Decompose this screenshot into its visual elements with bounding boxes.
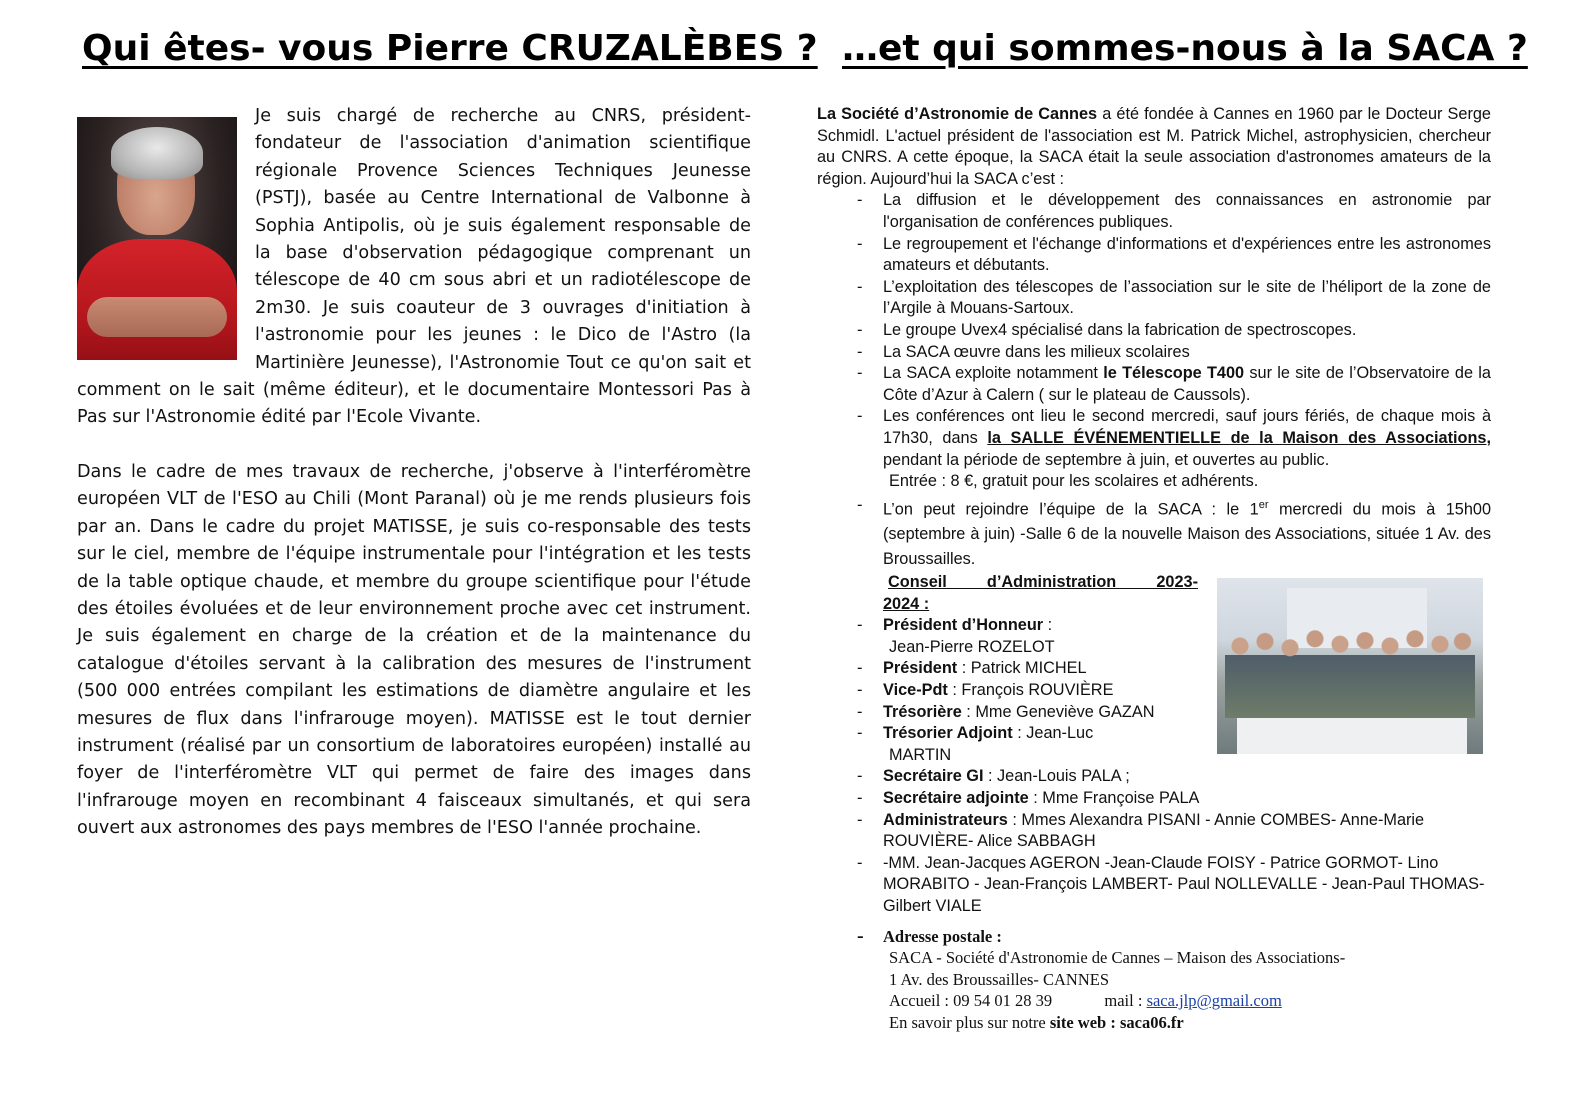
board-list xyxy=(817,615,1491,917)
list-item: - Trésorière : Mme Geneviève GAZAN xyxy=(817,702,1491,724)
postal-line-1: SACA - Société d'Astronomie de Cannes – Maison des Associations- xyxy=(889,948,1346,968)
biography-column xyxy=(77,103,751,843)
list-item: - L’exploitation des télescopes de l’association sur le site de l’héliport de la zone de l’Argile à Mouans-Sartoux. xyxy=(817,277,1491,320)
list-item: - La SACA exploite notamment le Télescope T400 sur le site de l’Observatoire de la Côte d’Azur à Calern ( sur le plateau de Caussols). xyxy=(817,363,1491,406)
list-item: - Le regroupement et l'échange d'informations et d'expériences entre les astronomes amateurs et débutants. xyxy=(817,234,1491,277)
website: site web : saca06.fr xyxy=(1049,1012,1184,1032)
list-item: - Président : Patrick MICHEL xyxy=(817,658,1491,680)
board-heading-year: 2024 : xyxy=(883,594,930,613)
phone-number: Accueil : 09 54 01 28 39 xyxy=(889,991,1053,1011)
biography-paragraph-1: Je suis chargé de recherche au CNRS, président-fondateur de l'association d'animation scientifique régionale Provence Sciences Techniques Jeunesse (PSTJ), basée au Centre International de Valbonne à Sophia Antipolis, où je suis également responsable de la base d'observation pédagogique comprenant un télescope de 40 cm sous abri et un radiotélescope de 2m30. Je suis coauteur de 3 ouvrages d'initiation à l'astronomie pour les jeunes : le Dico de l'Astro (la Martinière Jeunesse), l'Astronomie Tout ce qu'on sait et comment on le sait (même éditeur), et le documentaire Montessori Pas à Pas sur l'Astronomie édité par l'Ecole Vivante. xyxy=(77,106,751,428)
list-item: - Secrétaire GI : Jean-Louis PALA ; xyxy=(817,766,1491,788)
activities-list xyxy=(817,190,1491,572)
website-line: En savoir plus sur notre site web : saca06.fr xyxy=(889,1012,1184,1032)
list-item: - Administrateurs : Mmes Alexandra PISANI - Annie COMBES- Anne-Marie ROUVIÈRE- Alice SABBAGH xyxy=(817,810,1468,853)
biography-paragraph-2: Dans le cadre de mes travaux de recherche, j'observe à l'interféromètre européen VLT de l'ESO au Chili (Mont Paranal) où je me rends plusieurs fois par an. Dans le cadre du projet MATISSE, je suis co-responsable des tests sur le ciel, membre de l'équipe instrumentale pour l'intégration et les tests de la table optique chaude, et membre du groupe scientifique pour l'étude des étoiles évoluées et de leur environnement proche avec cet instrument. Je suis également en charge de la création et de la maintenance du catalogue d'étoiles servant à la calibration des mesures de l'instrument (500 000 entrées compilant les estimations de diamètre angulaire et les mesures de flux dans l'infrarouge moyen). MATISSE est le tout dernier instrument (réalisé par un consortium de laboratoires européen) installé au foyer de l'interféromètre VLT qui permet de faire des images dans l'infrarouge moyen en recombinant 4 faisceaux simultanés, et qui sera ouvert aux astronomes des pays membres de l'ESO l'année prochaine. xyxy=(77,461,751,839)
postal-heading: Adresse postale : xyxy=(883,926,1002,946)
list-item: - Vice-Pdt : François ROUVIÈRE xyxy=(817,680,1491,702)
list-item: - Président d’Honneur : Jean-Pierre ROZELOT xyxy=(817,615,1491,658)
postal-address: - Adresse postale : SACA - Société d'Astronomie de Cannes – Maison des Associations- 1 Av. des Broussailles- CANNES Accueil : 09 54 01 28 39 mail : saca.jlp@gmail.com En savoir plus sur notre site web : saca06.fr xyxy=(817,926,1491,1034)
list-item: - La SACA œuvre dans les milieux scolaires xyxy=(817,342,1491,364)
list-item: - Trésorier Adjoint : Jean-Luc MARTIN xyxy=(817,723,1491,766)
postal-line-2: 1 Av. des Broussailles- CANNES xyxy=(889,969,1109,989)
association-column xyxy=(817,104,1491,1033)
list-item: - Les conférences ont lieu le second mercredi, sauf jours fériés, de chaque mois à 17h30, dans la SALLE ÉVÉNEMENTIELLE de la Maison des Associations, pendant la période de septembre à juin, et ouvertes au public. Entrée : 8 €, gratuit pour les scolaires et adhérents. xyxy=(817,406,1491,492)
association-intro: La Société d’Astronomie de Cannes a été fondée à Cannes en 1960 par le Docteur Serge Schmidl. L'actuel président de l'association est M. Patrick Michel, astrophysicien, chercheur au CNRS. A cette époque, la SACA était la seule association d'astronomes amateurs de la région. Aujourd’hui la SACA c’est : xyxy=(817,105,1491,188)
title-left: Qui êtes- vous Pierre CRUZALÈBES ? xyxy=(82,28,818,69)
list-item: - -MM. Jean-Jacques AGERON -Jean-Claude FOISY - Patrice GORMOT- Lino MORABITO - Jean-François LAMBERT- Paul NOLLEVALLE - Jean-Paul THOMAS- Gilbert VIALE xyxy=(817,853,1488,918)
contact-line: Accueil : 09 54 01 28 39 mail : saca.jlp@gmail.com xyxy=(889,991,1282,1011)
title-right: …et qui sommes-nous à la SACA ? xyxy=(842,28,1528,69)
portrait-photo xyxy=(77,117,237,360)
list-item: - La diffusion et le développement des connaissances en astronomie par l'organisation de conférences publiques. xyxy=(817,190,1491,233)
list-item: - Secrétaire adjointe : Mme Françoise PALA xyxy=(817,788,1491,810)
board-section xyxy=(817,572,1491,918)
list-item: - L’on peut rejoindre l’équipe de la SACA : le 1er mercredi du mois à 15h00 (septembre à juin) -Salle 6 de la nouvelle Maison des Associations, située 1 Av. des Broussailles. xyxy=(817,493,1491,572)
board-heading: Conseil d’Administration 2023- xyxy=(888,573,1198,592)
list-item: - Le groupe Uvex4 spécialisé dans la fabrication de spectroscopes. xyxy=(817,320,1491,342)
email-link[interactable]: saca.jlp@gmail.com xyxy=(1146,991,1282,1011)
